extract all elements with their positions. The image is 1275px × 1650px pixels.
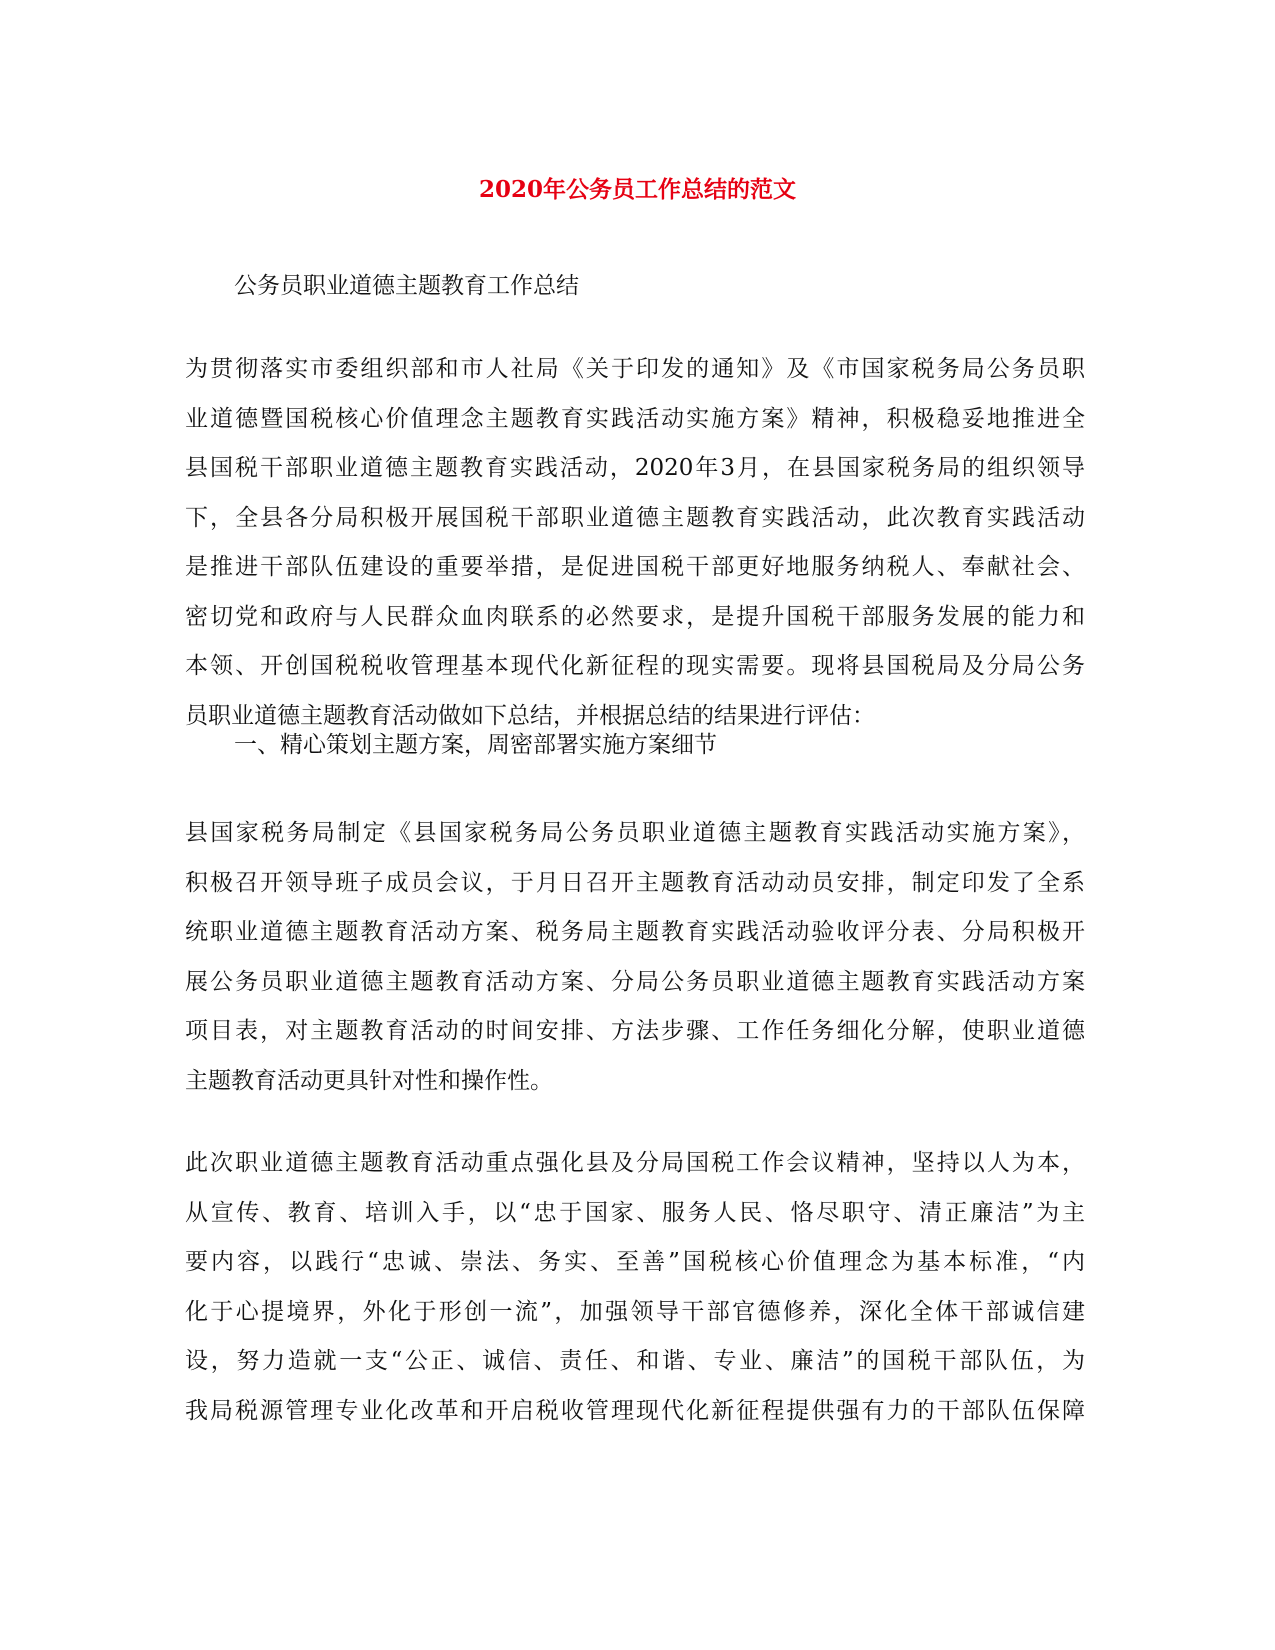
paragraph-line: 此次职业道德主题教育活动重点强化县及分局国税工作会议精神，坚持以人为本， <box>185 1150 1085 1176</box>
paragraph-line: 积极召开领导班子成员会议，于月日召开主题教育活动动员安排，制定印发了全系 <box>185 869 1085 896</box>
section-heading: 一、精心策划主题方案，周密部署实施方案细节 <box>234 732 717 758</box>
paragraph-line: 展公务员职业道德主题教育活动方案、分局公务员职业道德主题教育实践活动方案 <box>185 968 1085 995</box>
paragraph-intro <box>185 345 1085 741</box>
paragraph-plan <box>185 809 1085 1106</box>
paragraph-line: 是推进干部队伍建设的重要举措，是促进国税干部更好地服务纳税人、奉献社会、 <box>185 554 1085 580</box>
paragraph-line: 设，努力造就一支“公正、诚信、责任、和谐、专业、廉洁”的国税干部队伍，为 <box>185 1348 1085 1374</box>
paragraph-line: 员职业道德主题教育活动做如下总结，并根据总结的结果进行评估： <box>185 702 875 729</box>
paragraph-line: 县国家税务局制定《县国家税务局公务员职业道德主题教育实践活动实施方案》， <box>185 820 1085 846</box>
paragraph-line: 密切党和政府与人民群众血肉联系的必然要求，是提升国税干部服务发展的能力和 <box>185 603 1085 630</box>
paragraph-line: 县国税干部职业道德主题教育实践活动，2020年3月，在县国家税务局的组织领导 <box>185 455 1085 481</box>
paragraph-line: 业道德暨国税核心价值理念主题教育实践活动实施方案》精神，积极稳妥地推进全 <box>185 405 1085 432</box>
paragraph-focus <box>185 1139 1085 1436</box>
paragraph-line: 要内容，以践行“忠诚、崇法、务实、至善”国税核心价值理念为基本标准，“内 <box>185 1249 1085 1275</box>
paragraph-line: 本领、开创国税税收管理基本现代化新征程的现实需要。现将县国税局及分局公务 <box>185 653 1085 679</box>
paragraph-line: 我局税源管理专业化改革和开启税收管理现代化新征程提供强有力的干部队伍保障 <box>185 1397 1085 1424</box>
paragraph-line: 化于心提境界，外化于形创一流”，加强领导干部官德修养，深化全体干部诚信建 <box>185 1298 1085 1325</box>
paragraph-line: 项目表，对主题教育活动的时间安排、方法步骤、工作任务细化分解，使职业道德 <box>185 1018 1085 1044</box>
paragraph-line: 从宣传、教育、培训入手，以“忠于国家、服务人民、恪尽职守、清正廉洁”为主 <box>185 1199 1085 1226</box>
paragraph-line: 统职业道德主题教育活动方案、税务局主题教育实践活动验收评分表、分局积极开 <box>185 919 1085 945</box>
paragraph-line: 主题教育活动更具针对性和操作性。 <box>185 1067 553 1094</box>
document-title: 2020年公务员工作总结的范文 <box>478 176 796 203</box>
document-subtitle: 公务员职业道德主题教育工作总结 <box>234 273 579 299</box>
paragraph-line: 下，全县各分局积极开展国税干部职业道德主题教育实践活动，此次教育实践活动 <box>185 504 1085 531</box>
paragraph-line: 为贯彻落实市委组织部和市人社局《关于印发的通知》及《市国家税务局公务员职 <box>185 356 1085 382</box>
